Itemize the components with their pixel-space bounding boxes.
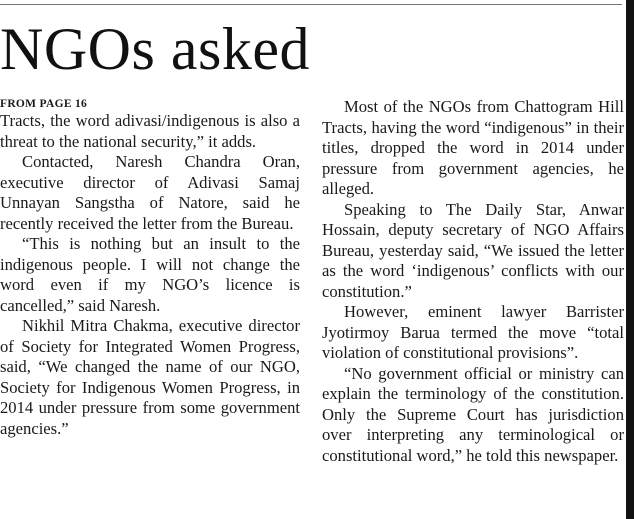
top-rule bbox=[0, 4, 622, 5]
paragraph: Speaking to The Daily Star, Anwar Hossain, deputy secretary of NGO Affairs Bureau, yesterday said, “We issued the letter as the word ‘indigenous’ conflicts with our constitution.” bbox=[322, 199, 624, 301]
paragraph: However, eminent lawyer Barrister Jyotirmoy Barua termed the move “total violation of constitutional provisions”. bbox=[322, 302, 624, 362]
article-column-right bbox=[322, 97, 624, 466]
paragraph: “No government official or ministry can explain the terminology of the constitution. Only the Supreme Court has jurisdiction over interpreting any terminological or constitutional word,” he told this newspaper. bbox=[322, 363, 624, 465]
article-column-left bbox=[0, 97, 300, 439]
paragraph: Contacted, Naresh Chandra Oran, executive director of Adivasi Samaj Unnayan Sangstha of Natore, said he recently received the letter from the Bureau. bbox=[0, 152, 300, 233]
jump-label: FROM PAGE 16 bbox=[0, 98, 88, 110]
paragraph: Tracts, the word adivasi/indigenous is also a threat to the national security,” it adds. bbox=[0, 111, 300, 151]
headline: NGOs asked bbox=[0, 16, 310, 82]
paragraph: “This is nothing but an insult to the indigenous people. I will not change the word even if my NGO’s licence is cancelled,” said Naresh. bbox=[0, 234, 300, 315]
paragraph: Nikhil Mitra Chakma, executive director of Society for Integrated Women Progress, said, “We changed the name of our NGO, Society for Indigenous Women Progress, in 2014 under pressure from some government agencies.” bbox=[0, 316, 300, 438]
paragraph: Most of the NGOs from Chattogram Hill Tracts, having the word “indigenous” in their titles, dropped the word in 2014 under pressure from government agencies, he alleged. bbox=[322, 97, 624, 198]
page-edge-shadow bbox=[626, 0, 634, 519]
